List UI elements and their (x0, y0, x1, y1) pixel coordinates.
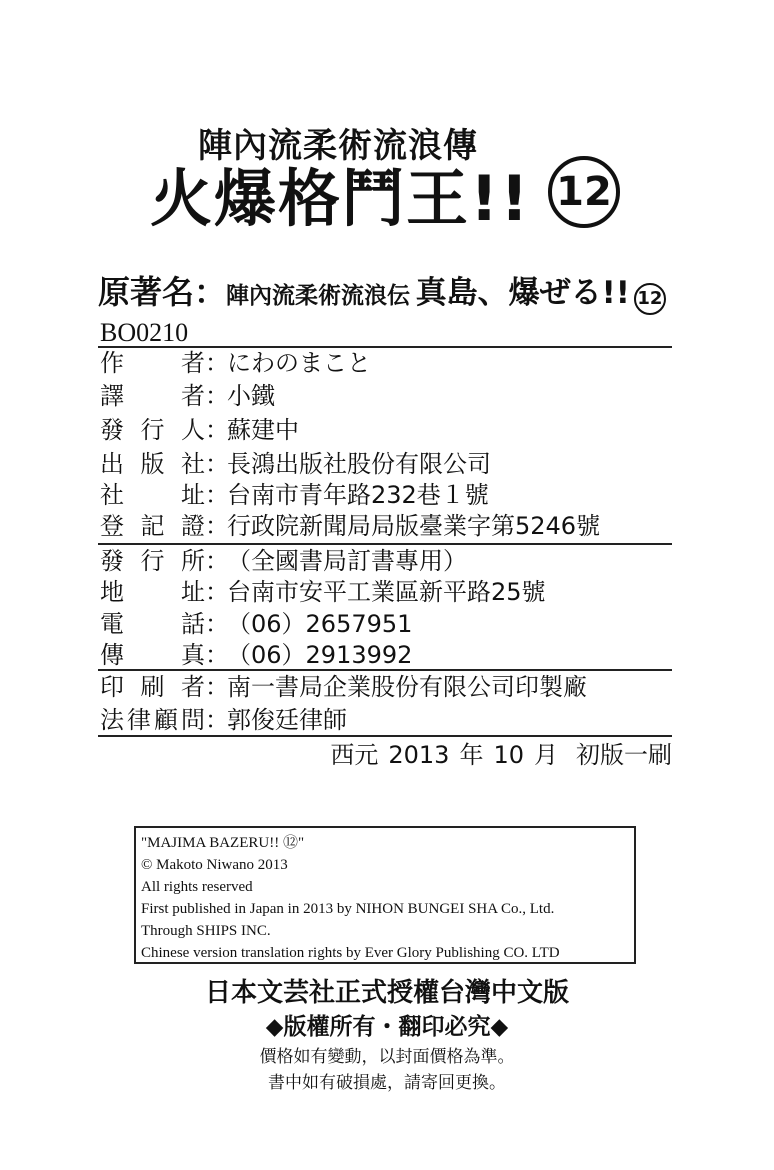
info-row (100, 413, 675, 448)
info-label: 發行所 (100, 547, 205, 575)
info-value: 行政院新聞局局版臺業字第5246號 (227, 512, 601, 540)
authorization-statement: 日本文芸社正式授權台灣中文版 (204, 978, 569, 1008)
info-row (100, 478, 675, 513)
info-colon: ： (205, 512, 229, 540)
info-colon: ： (205, 578, 229, 606)
date-edition: 初版一刷 (576, 741, 672, 769)
info-value: 郭俊廷律師 (227, 706, 347, 734)
info-colon: ： (205, 349, 229, 377)
original-volume-badge: 12 (634, 283, 666, 315)
copyright-line: Chinese version translation rights by Ever Glory Publishing CO. LTD (141, 945, 560, 961)
info-colon: ： (205, 547, 229, 575)
book-code: BO0210 (100, 318, 189, 347)
info-label: 電話 (100, 610, 205, 638)
info-label: 法律顧問 (100, 706, 205, 734)
info-label: 譯者 (100, 382, 205, 410)
volume-number-badge: 12 (548, 156, 620, 228)
info-row (100, 346, 675, 381)
info-colon: ： (205, 481, 229, 509)
info-colon: ： (205, 382, 229, 410)
original-title (98, 272, 666, 318)
info-colon: ： (205, 416, 229, 444)
info-value: （06）2913992 (227, 641, 413, 669)
info-row (100, 703, 675, 738)
info-label: 地址 (100, 578, 205, 606)
price-note: 價格如有變動，以封面價格為準。 (259, 1047, 515, 1067)
damage-note: 書中如有破損處，請寄回更換。 (268, 1073, 506, 1093)
info-row (100, 670, 675, 705)
date-month: 10 (493, 741, 524, 769)
date-year: 2013 (388, 741, 450, 769)
info-row (100, 379, 675, 414)
rights-statement: ◆版權所有・翻印必究◆ (265, 1014, 509, 1040)
info-row (100, 607, 675, 642)
info-label: 登記證 (100, 512, 205, 540)
info-row (100, 447, 675, 482)
info-value: 小鐵 (227, 382, 275, 410)
date-year-unit: 年 (459, 741, 484, 769)
info-colon: ： (205, 450, 229, 478)
info-value: にわのまこと (227, 349, 371, 377)
info-label: 社址 (100, 481, 205, 509)
info-label: 作者 (100, 349, 205, 377)
info-colon: ： (205, 641, 229, 669)
info-value: 南一書局企業股份有限公司印製廠 (227, 673, 587, 701)
book-title: 火爆格鬥王!! (150, 162, 531, 235)
copyright-line: All rights reserved (141, 879, 253, 895)
info-label: 印刷者 (100, 673, 205, 701)
series-subtitle: 陣內流柔術流浪傳 (198, 126, 478, 166)
info-value: 蘇建中 (227, 416, 299, 444)
info-row (100, 575, 675, 610)
copyright-line: "MAJIMA BAZERU!! ⑫" (141, 835, 305, 851)
date-month-unit: 月 (534, 741, 558, 769)
date-era: 西元 (330, 741, 379, 769)
info-colon: ： (205, 706, 229, 734)
original-title-label: 原著名： (98, 273, 227, 311)
info-label: 發行人 (100, 416, 205, 444)
info-label: 傳真 (100, 641, 205, 669)
copyright-box (134, 826, 636, 964)
copyright-line: First published in Japan in 2013 by NIHON BUNGEI SHA Co., Ltd. (141, 901, 555, 917)
copyright-line: © Makoto Niwano 2013 (141, 857, 288, 873)
info-value: （06）2657951 (227, 610, 413, 638)
info-row (100, 638, 675, 673)
info-label: 出版社 (100, 450, 205, 478)
info-colon: ： (205, 673, 229, 701)
original-series-name: 陣內流柔術流浪伝 (226, 283, 411, 309)
publication-date (320, 738, 672, 772)
info-value: 台南市安平工業區新平路25號 (227, 578, 546, 606)
info-value: 長鴻出版社股份有限公司 (227, 450, 491, 478)
info-value: 台南市青年路232巷１號 (227, 481, 489, 509)
info-row (100, 544, 675, 579)
original-book-name: 真島、爆ぜる!! (415, 275, 630, 311)
info-colon: ： (205, 610, 229, 638)
copyright-line: Through SHIPS INC. (141, 923, 271, 939)
info-row (100, 509, 675, 544)
info-value: （全國書局訂書專用） (227, 547, 467, 575)
